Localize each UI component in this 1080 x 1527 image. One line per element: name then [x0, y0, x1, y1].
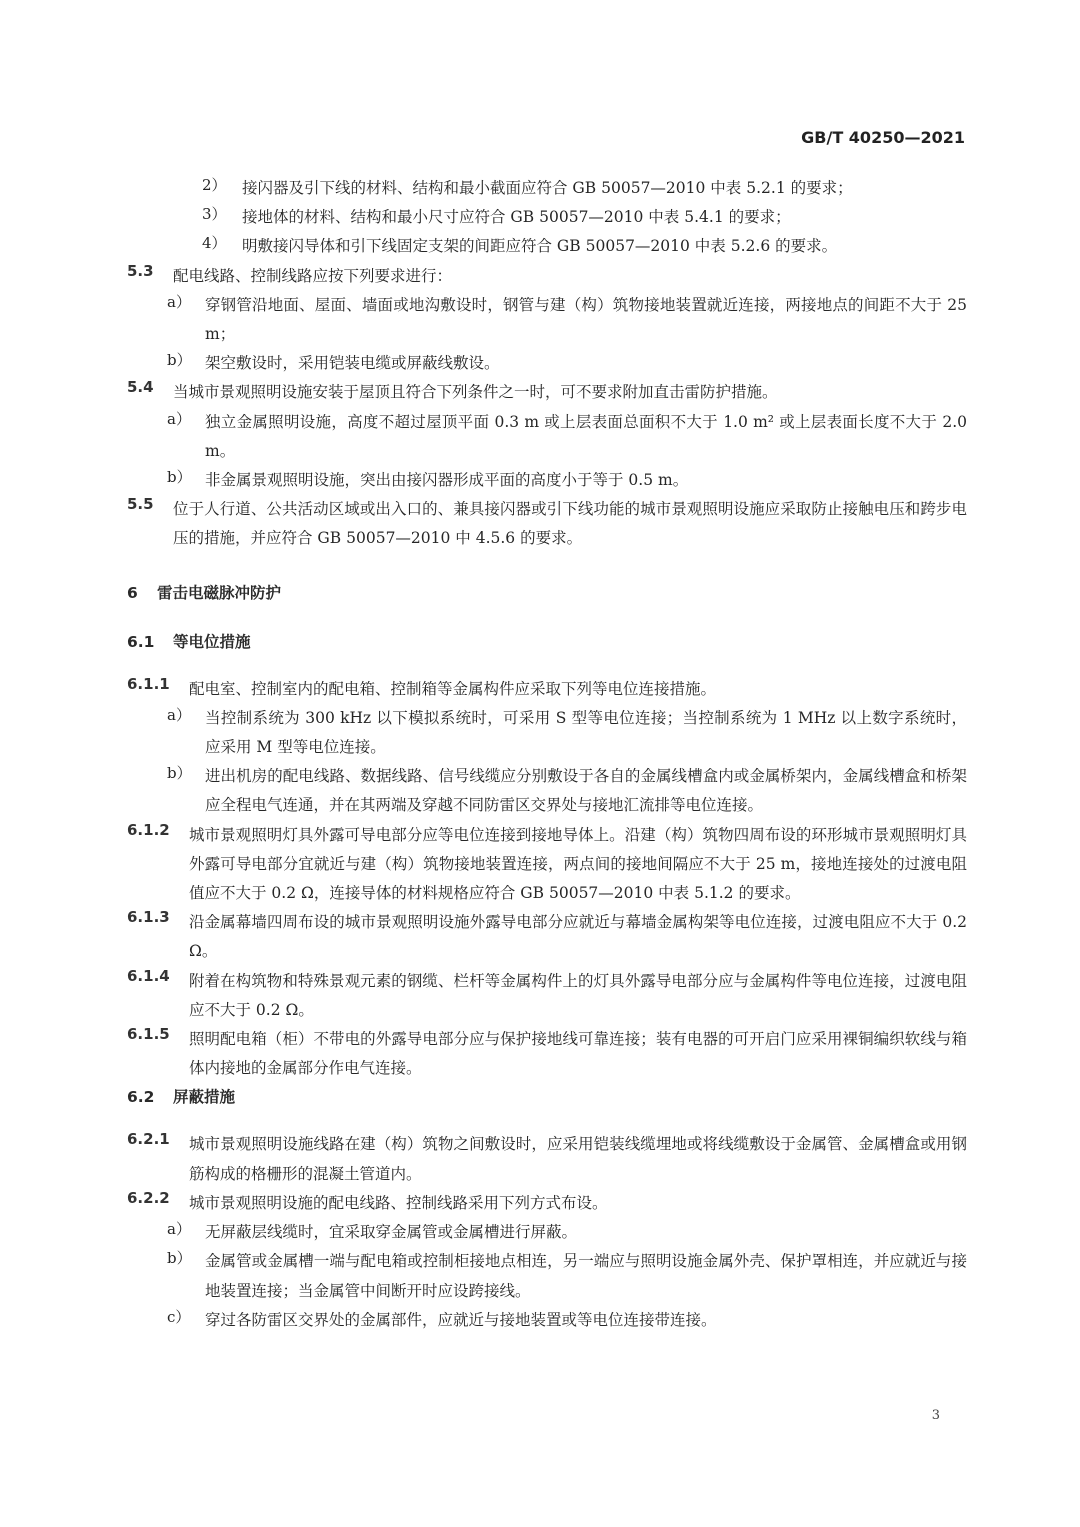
clause-number: 5.3	[127, 261, 154, 280]
item-text: 非金属景观照明设施，突出由接闪器形成平面的高度小于等于 0.5 m。	[205, 471, 689, 490]
clause-6-1-4	[127, 967, 967, 1025]
clause-6-2-2	[127, 1189, 967, 1218]
item-text: 穿钢管沿地面、屋面、墙面或地沟敷设时，钢管与建（构）筑物接地装置就近连接，两接地点的间距不大于 25 m；	[205, 295, 967, 344]
item-text: 架空敷设时，采用铠装电缆或屏蔽线敷设。	[205, 354, 500, 373]
item-text: 接闪器及引下线的材料、结构和最小截面应符合 GB 50057—2010 中表 5.2.1 的要求；	[242, 179, 853, 197]
section-heading-6-1	[127, 628, 967, 657]
page-number: 3	[931, 1408, 940, 1423]
clause-number: 6.2.2	[127, 1188, 170, 1207]
list-item	[127, 408, 967, 466]
list-item	[127, 1306, 967, 1335]
item-label: a）	[167, 409, 191, 428]
clause-text: 照明配电箱（柜）不带电的外露导电部分应与保护接地线可靠连接；装有电器的可开启门应采用裸铜编织软线与箱体内接地的金属部分作电气连接。	[189, 1030, 967, 1078]
clause-text: 沿金属幕墙四周布设的城市景观照明设施外露导电部分应就近与幕墙金属构架等电位连接，过渡电阻应不大于 0.2 Ω。	[189, 913, 967, 961]
item-label: b）	[167, 468, 192, 487]
section-heading-6-2	[127, 1083, 967, 1112]
list-item	[127, 1247, 967, 1305]
clause-number: 6.1.4	[127, 966, 170, 985]
clause-number: 6.1.3	[127, 908, 170, 927]
item-label: 2）	[202, 176, 227, 194]
clause-text: 配电线路、控制线路应按下列要求进行：	[173, 266, 453, 285]
clause-text: 城市景观照明设施线路在建（构）筑物之间敷设时，应采用铠装线缆埋地或将线缆敷设于金属管、金属槽盒或用钢筋构成的格栅形的混凝土管道内。	[189, 1135, 967, 1183]
list-item	[127, 203, 967, 232]
item-text: 接地体的材料、结构和最小尺寸应符合 GB 50057—2010 中表 5.4.1 的要求；	[242, 208, 791, 227]
item-label: a）	[167, 1220, 191, 1239]
list-item	[127, 291, 967, 349]
item-label: a）	[167, 705, 191, 724]
clause-5-4	[127, 378, 967, 407]
list-item	[127, 349, 967, 378]
list-item	[127, 232, 967, 261]
item-text: 穿过各防雷区交界处的金属部件，应就近与接地装置或等电位连接带连接。	[205, 1310, 717, 1329]
clause-6-2-1	[127, 1130, 967, 1188]
item-text: 明敷接闪导体和引下线固定支架的间距应符合 GB 50057—2010 中表 5.2.6 的要求。	[242, 237, 838, 256]
heading-number: 6.2	[127, 1088, 155, 1107]
item-label: b）	[167, 351, 192, 370]
clause-6-1-5	[127, 1025, 967, 1083]
heading-number: 6.1	[127, 632, 155, 651]
clause-number: 5.4	[127, 378, 154, 397]
item-label: b）	[167, 1249, 192, 1268]
list-item	[127, 762, 967, 820]
clause-text: 城市景观照明灯具外露可导电部分应等电位连接到接地导体上。沿建（构）筑物四周布设的环形城市景观照明灯具外露可导电部分宜就近与建（构）筑物接地装置连接，两点间的接地间隔应不大于 25 m，接地连接处的过渡电阻值应不大于 0.2 Ω，连接导体的材料规格应符合 GB 50057—2010 中表 5.1.2 的要求。	[189, 825, 967, 903]
list-item	[127, 704, 967, 762]
clause-number: 6.1.1	[127, 674, 170, 693]
clause-text: 附着在构筑物和特殊景观元素的钢缆、栏杆等金属构件上的灯具外露导电部分应与金属构件等电位连接，过渡电阻应不大于 0.2 Ω。	[189, 971, 967, 1019]
item-label: a）	[167, 292, 191, 311]
item-text: 金属管或金属槽一端与配电箱或控制柜接地点相连，另一端应与照明设施金属外壳、保护罩相连，并应就近与接地装置连接；当金属管中间断开时应设跨接线。	[205, 1252, 967, 1300]
clause-number: 5.5	[127, 495, 154, 514]
item-text: 进出机房的配电线路、数据线路、信号线缆应分别敷设于各自的金属线槽盒内或金属桥架内，金属线槽盒和桥架应全程电气连通，并在其两端及穿越不同防雷区交界处与接地汇流排等电位连接。	[205, 767, 967, 815]
heading-text: 屏蔽措施	[173, 1088, 236, 1107]
heading-text: 等电位措施	[173, 632, 251, 651]
standard-code: GB/T 40250—2021	[801, 128, 965, 147]
clause-text: 配电室、控制室内的配电箱、控制箱等金属构件应采取下列等电位连接措施。	[189, 679, 717, 698]
clause-6-1-2	[127, 821, 967, 909]
clause-5-5	[127, 495, 967, 553]
section-heading-6	[127, 579, 967, 608]
list-item	[127, 174, 967, 203]
heading-text: 雷击电磁脉冲防护	[157, 583, 282, 602]
list-item	[127, 466, 967, 495]
clause-number: 6.2.1	[127, 1130, 170, 1149]
clause-text: 当城市景观照明设施安装于屋顶且符合下列条件之一时，可不要求附加直击雷防护措施。	[173, 383, 778, 402]
heading-number: 6	[127, 583, 138, 602]
item-label: 4）	[202, 234, 227, 253]
clause-number: 6.1.2	[127, 820, 170, 839]
item-label: 3）	[202, 205, 227, 224]
clause-text: 城市景观照明设施的配电线路、控制线路采用下列方式布设。	[189, 1193, 608, 1212]
item-text: 无屏蔽层线缆时，宜采取穿金属管或金属槽进行屏蔽。	[205, 1223, 578, 1242]
list-item	[127, 1218, 967, 1247]
clause-5-3	[127, 262, 967, 291]
document-body	[127, 174, 967, 1335]
clause-6-1-1	[127, 675, 967, 704]
clause-number: 6.1.5	[127, 1025, 170, 1044]
clause-text: 位于人行道、公共活动区域或出入口的、兼具接闪器或引下线功能的城市景观照明设施应采取防止接触电压和跨步电压的措施，并应符合 GB 50057—2010 中 4.5.6 的要求。	[173, 500, 967, 548]
item-text: 当控制系统为 300 kHz 以下模拟系统时，可采用 S 型等电位连接；当控制系统为 1 MHz 以上数字系统时，应采用 M 型等电位连接。	[205, 708, 967, 757]
item-label: c）	[167, 1307, 191, 1326]
clause-6-1-3	[127, 908, 967, 966]
item-label: b）	[167, 764, 192, 783]
item-text: 独立金属照明设施，高度不超过屋顶平面 0.3 m 或上层表面总面积不大于 1.0 m² 或上层表面长度不大于 2.0 m。	[205, 412, 967, 460]
